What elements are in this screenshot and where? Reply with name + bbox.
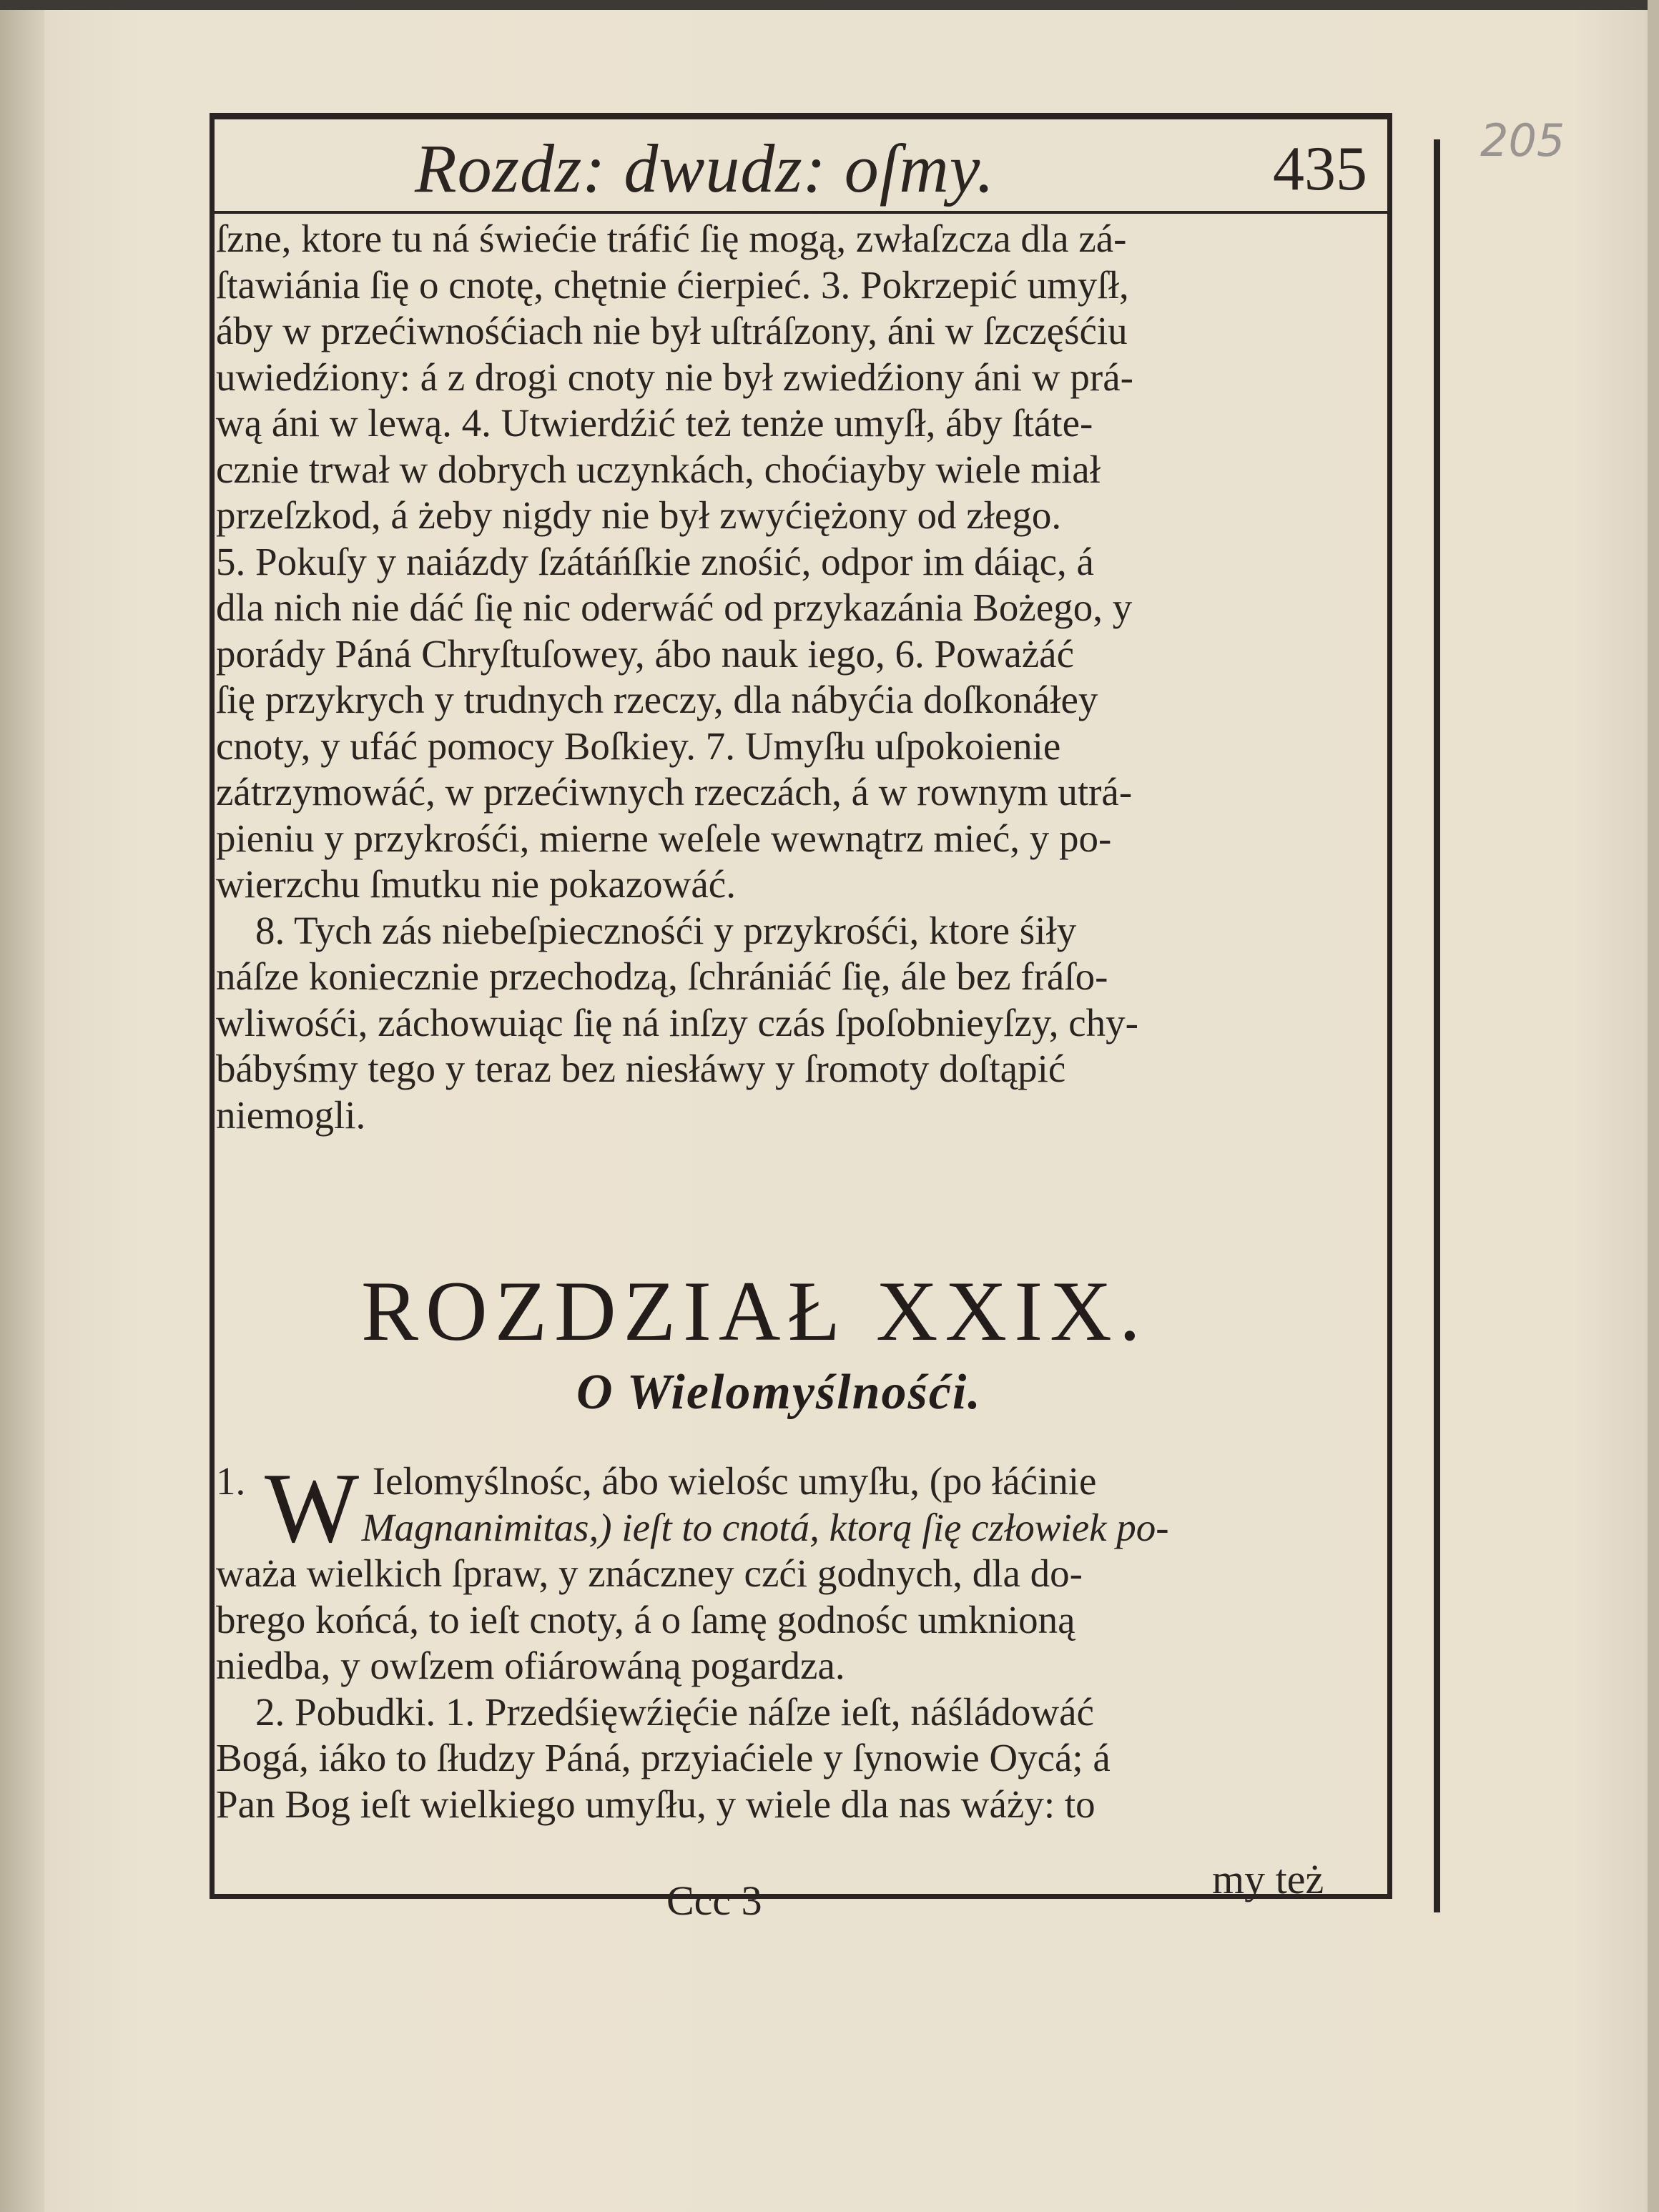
text-line: zátrzymowáć, w przećiwnych rzeczách, á w rownym utrá-: [216, 770, 1133, 814]
outer-margin-rule: [1434, 139, 1440, 1912]
text-line: 5. Pokuſy y naiázdy ſzátáńſkie znośić, odpor im dáiąc, á: [216, 539, 1094, 583]
text-line: dla nich nie dáć ſię nic oderwáć od przykazánia Bożego, y: [216, 586, 1133, 629]
text-line: porády Páná Chryſtuſowey, ábo nauk iego, 6. Poważáć: [216, 631, 1075, 676]
catchword: my też: [1212, 1856, 1324, 1902]
text-block-chapter-28: [216, 216, 1389, 1138]
text-line: wierzchu ſmutku nie pokazowáć.: [216, 862, 736, 906]
text-line: waża wielkich ſpraw, y znáczney czći godnych, dla do-: [216, 1551, 1083, 1595]
text-line: przeſzkod, á żeby nigdy nie był zwyćiężony od złego.: [216, 493, 1062, 537]
page-number: 435: [1273, 134, 1367, 204]
text-line-second: [216, 1505, 1389, 1551]
text-line: cnoty, y ufáć pomocy Boſkiey. 7. Umyſłu uſpokoienie: [216, 724, 1061, 768]
text-line-first: [216, 1458, 1389, 1505]
text-line: brego końcá, to ieſt cnoty, á o ſamę godnośc umknioną: [216, 1597, 1075, 1641]
scan-right-edge: [1648, 0, 1659, 2212]
chapter-heading: ROZDZIAŁ XXIX.: [361, 1263, 1148, 1358]
scan-top-edge: [0, 0, 1659, 10]
text-line: wliwośći, záchowuiąc ſię ná inſzy czás ſpoſobnieyſzy, chy-: [216, 1000, 1139, 1045]
text-line: náſze koniecznie przechodzą, ſchrániáć ſię, ále bez fráſo-: [216, 954, 1108, 998]
text-line: ſię przykrych y trudnych rzeczy, dla nábyćia doſkonáłey: [216, 678, 1098, 721]
binding-gutter: [0, 0, 44, 2212]
text-line: Ielomyślnośc, ábo wielośc umyſłu, (po łáćinie: [372, 1459, 1097, 1503]
text-line: niedba, y owſzem ofiárowáną pogardza.: [216, 1644, 845, 1687]
text-line: cznie trwał w dobrych uczynkách, choćiayby wiele miał: [216, 447, 1101, 491]
running-head: Rozdz: dwudz: oſmy.: [415, 130, 995, 207]
text-line: niemogli.: [216, 1092, 366, 1137]
text-line: Magnanimitas,) ieſt to cnotá, ktorą ſię człowiek po-: [361, 1505, 1169, 1549]
text-line: bábyśmy tego y teraz bez niesłáwy y ſromoty doſtąpić: [216, 1047, 1066, 1090]
text-line: 8. Tych zás niebeſpiecznośći y przykrośći, ktore śiły: [216, 908, 1077, 952]
text-line: Bogá, iáko to ſłudzy Páná, przyiaćiele y ſynowie Oycá; á: [216, 1736, 1111, 1779]
chapter-subtitle: O Wielomyślnośći.: [576, 1365, 982, 1420]
text-line: Pan Bog ieſt wielkiego umyſłu, y wiele dla nas wáży: to: [216, 1782, 1096, 1826]
text-line: ſtawiánia ſię o cnotę, chętnie ćierpieć. 3. Pokrzepić umyſł,: [216, 262, 1129, 307]
text-line: ſzne, ktore tu ná świećie tráfić ſię mogą, zwłaſzcza dla zá-: [216, 217, 1127, 260]
pencil-annotation: 205: [1480, 114, 1565, 167]
text-line: wą áni w lewą. 4. Utwierdźić też tenże umyſł, áby ſtáte-: [216, 401, 1093, 445]
paragraph-number: 1.: [216, 1459, 246, 1503]
text-line: uwiedźiony: á z drogi cnoty nie był zwiedźiony áni w prá-: [216, 355, 1133, 399]
text-line: áby w przećiwnośćiach nie był uſtráſzony, áni w ſzczęśćiu: [216, 309, 1128, 352]
signature-mark: Ccc 3: [666, 1877, 762, 1924]
header-rule: [210, 211, 1392, 214]
text-line: 2. Pobudki. 1. Przedśięwźięćie náſze ieſt, náśládowáć: [216, 1689, 1094, 1734]
text-line: pieniu y przykrośći, mierne weſele wewnątrz mieć, y po-: [216, 816, 1112, 860]
text-block-chapter-29: [216, 1453, 1389, 1827]
drop-cap: W: [265, 1453, 360, 1564]
